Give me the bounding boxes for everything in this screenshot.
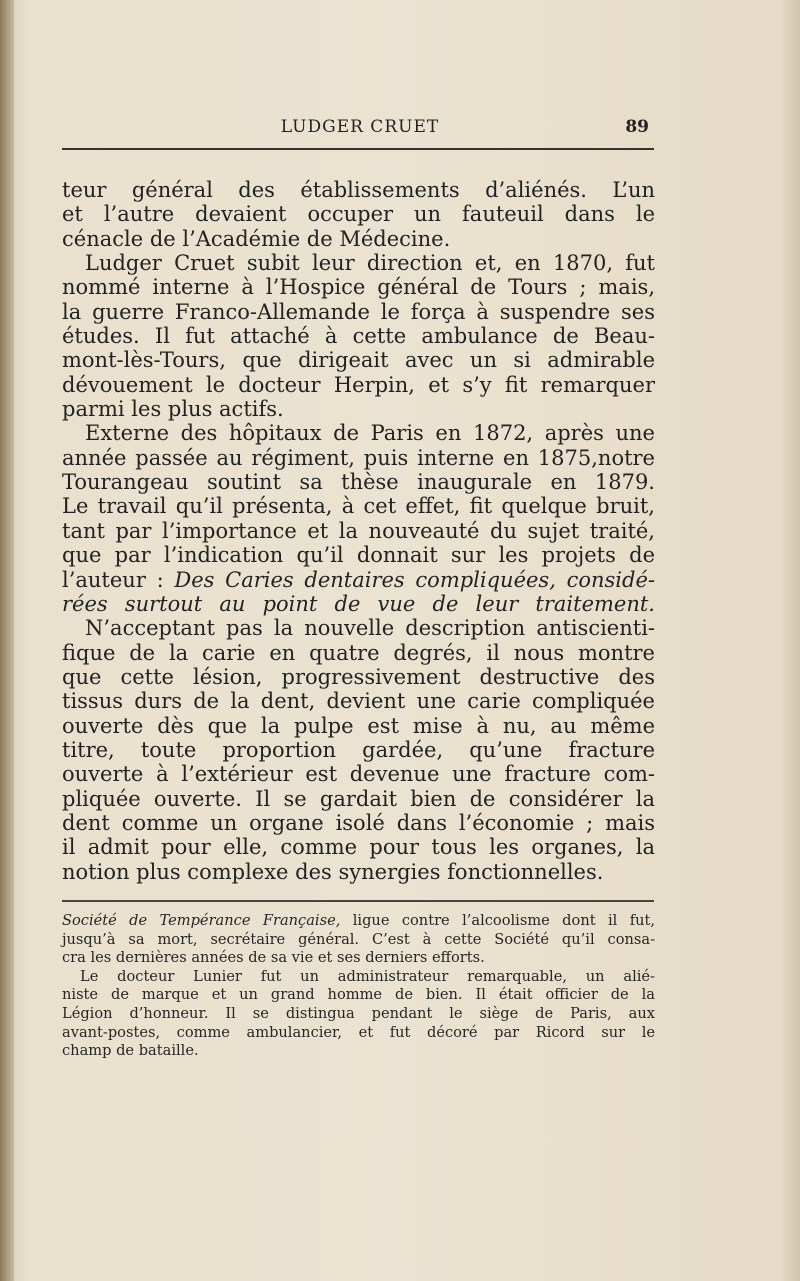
text-line: dent comme un organe isolé dans l’économie ; mais [62, 810, 655, 835]
text-line: Externe des hôpitaux de Paris en 1872, après une [85, 421, 655, 446]
footnote-line: Le docteur Lunier fut un administrateur remarquable, un alié- [80, 967, 655, 985]
text-line: notion plus complexe des synergies fonctionnelles. [62, 859, 604, 884]
text-line: tant par l’importance et la nouveauté du sujet traité, [62, 518, 655, 543]
running-title: LUDGER CRUET [280, 117, 440, 137]
text-line: Tourangeau soutint sa thèse inaugurale en 1879. [62, 470, 655, 495]
text-line: mont-lès-Tours, que dirigeait avec un si admirable [62, 348, 655, 373]
header-rule [62, 148, 654, 150]
text-line: année passée au régiment, puis interne en 1875,notre [62, 445, 655, 470]
text-line: fique de la carie en quatre degrés, il nous montre [62, 640, 655, 665]
footnote-rule [62, 900, 654, 902]
footnote-fragment: ligue contre l’alcoolisme dont il fut, [352, 912, 655, 929]
page-header [65, 117, 655, 141]
text-line: pliquée ouverte. Il se gardait bien de considérer la [62, 786, 655, 811]
thesis-title-part1: Des Caries dentaires compliquées, considé- [174, 567, 655, 592]
text-line: tissus durs de la dent, devient une carie compliquée [62, 689, 655, 714]
text-line: la guerre Franco-Allemande le força à suspendre ses [62, 299, 655, 324]
thesis-title-part2: rées surtout au point de vue de leur traitement. [62, 591, 655, 616]
text-line: cénacle de l’Académie de Médecine. [62, 226, 451, 251]
text-line: titre, toute proportion gardée, qu’une fracture [62, 737, 655, 762]
text-line: ouverte dès que la pulpe est mise à nu, au même [62, 713, 655, 738]
text-line: Le travail qu’il présenta, à cet effet, fit quelque bruit, [62, 494, 655, 519]
text-line: dévouement le docteur Herpin, et s’y fit remarquer [62, 372, 655, 397]
footnotes [62, 912, 655, 1061]
book-spine-shadow [0, 0, 14, 1281]
text-line: et l’autre devaient occuper un fauteuil dans le [62, 202, 655, 227]
text-line: que par l’indication qu’il donnait sur les projets de [62, 543, 655, 568]
thesis-title-part2-line [62, 592, 655, 616]
text-line: teur général des établissements d’aliénés. L’un [62, 178, 655, 202]
text-line: Ludger Cruet subit leur direction et, en 1870, fut [85, 251, 655, 276]
page-number: 89 [625, 117, 649, 137]
text-line: nommé interne à l’Hospice général de Tours ; mais, [62, 275, 655, 300]
text-line: ouverte à l’extérieur est devenue une fracture com- [62, 762, 655, 787]
text-line-with-title [62, 568, 655, 592]
footnote-line: niste de marque et un grand homme de bien. Il était officier de la [62, 986, 655, 1004]
footnote-line [62, 912, 655, 931]
text-fragment: l’auteur : [62, 567, 164, 592]
text-line: que cette lésion, progressivement destructive des [62, 664, 655, 689]
society-name: Société de Tempérance Française, [62, 912, 341, 929]
text-line: études. Il fut attaché à cette ambulance de Beau- [62, 324, 655, 349]
footnote-line: cra les dernières années de sa vie et ses derniers efforts. [62, 949, 485, 967]
text-line: parmi les plus actifs. [62, 397, 284, 422]
footnote-line: Légion d’honneur. Il se distingua pendant le siège de Paris, aux [62, 1004, 655, 1022]
footnote-line: jusqu’à sa mort, secrétaire général. C’est à cette Société qu’il consa- [62, 930, 655, 948]
text-line: N’acceptant pas la nouvelle description antiscienti- [85, 616, 655, 641]
footnote-line: avant-postes, comme ambulancier, et fut décoré par Ricord sur le [62, 1023, 655, 1041]
footnote-line: champ de bataille. [62, 1042, 199, 1060]
main-text [62, 178, 655, 884]
text-line: il admit pour elle, comme pour tous les organes, la [62, 835, 655, 860]
